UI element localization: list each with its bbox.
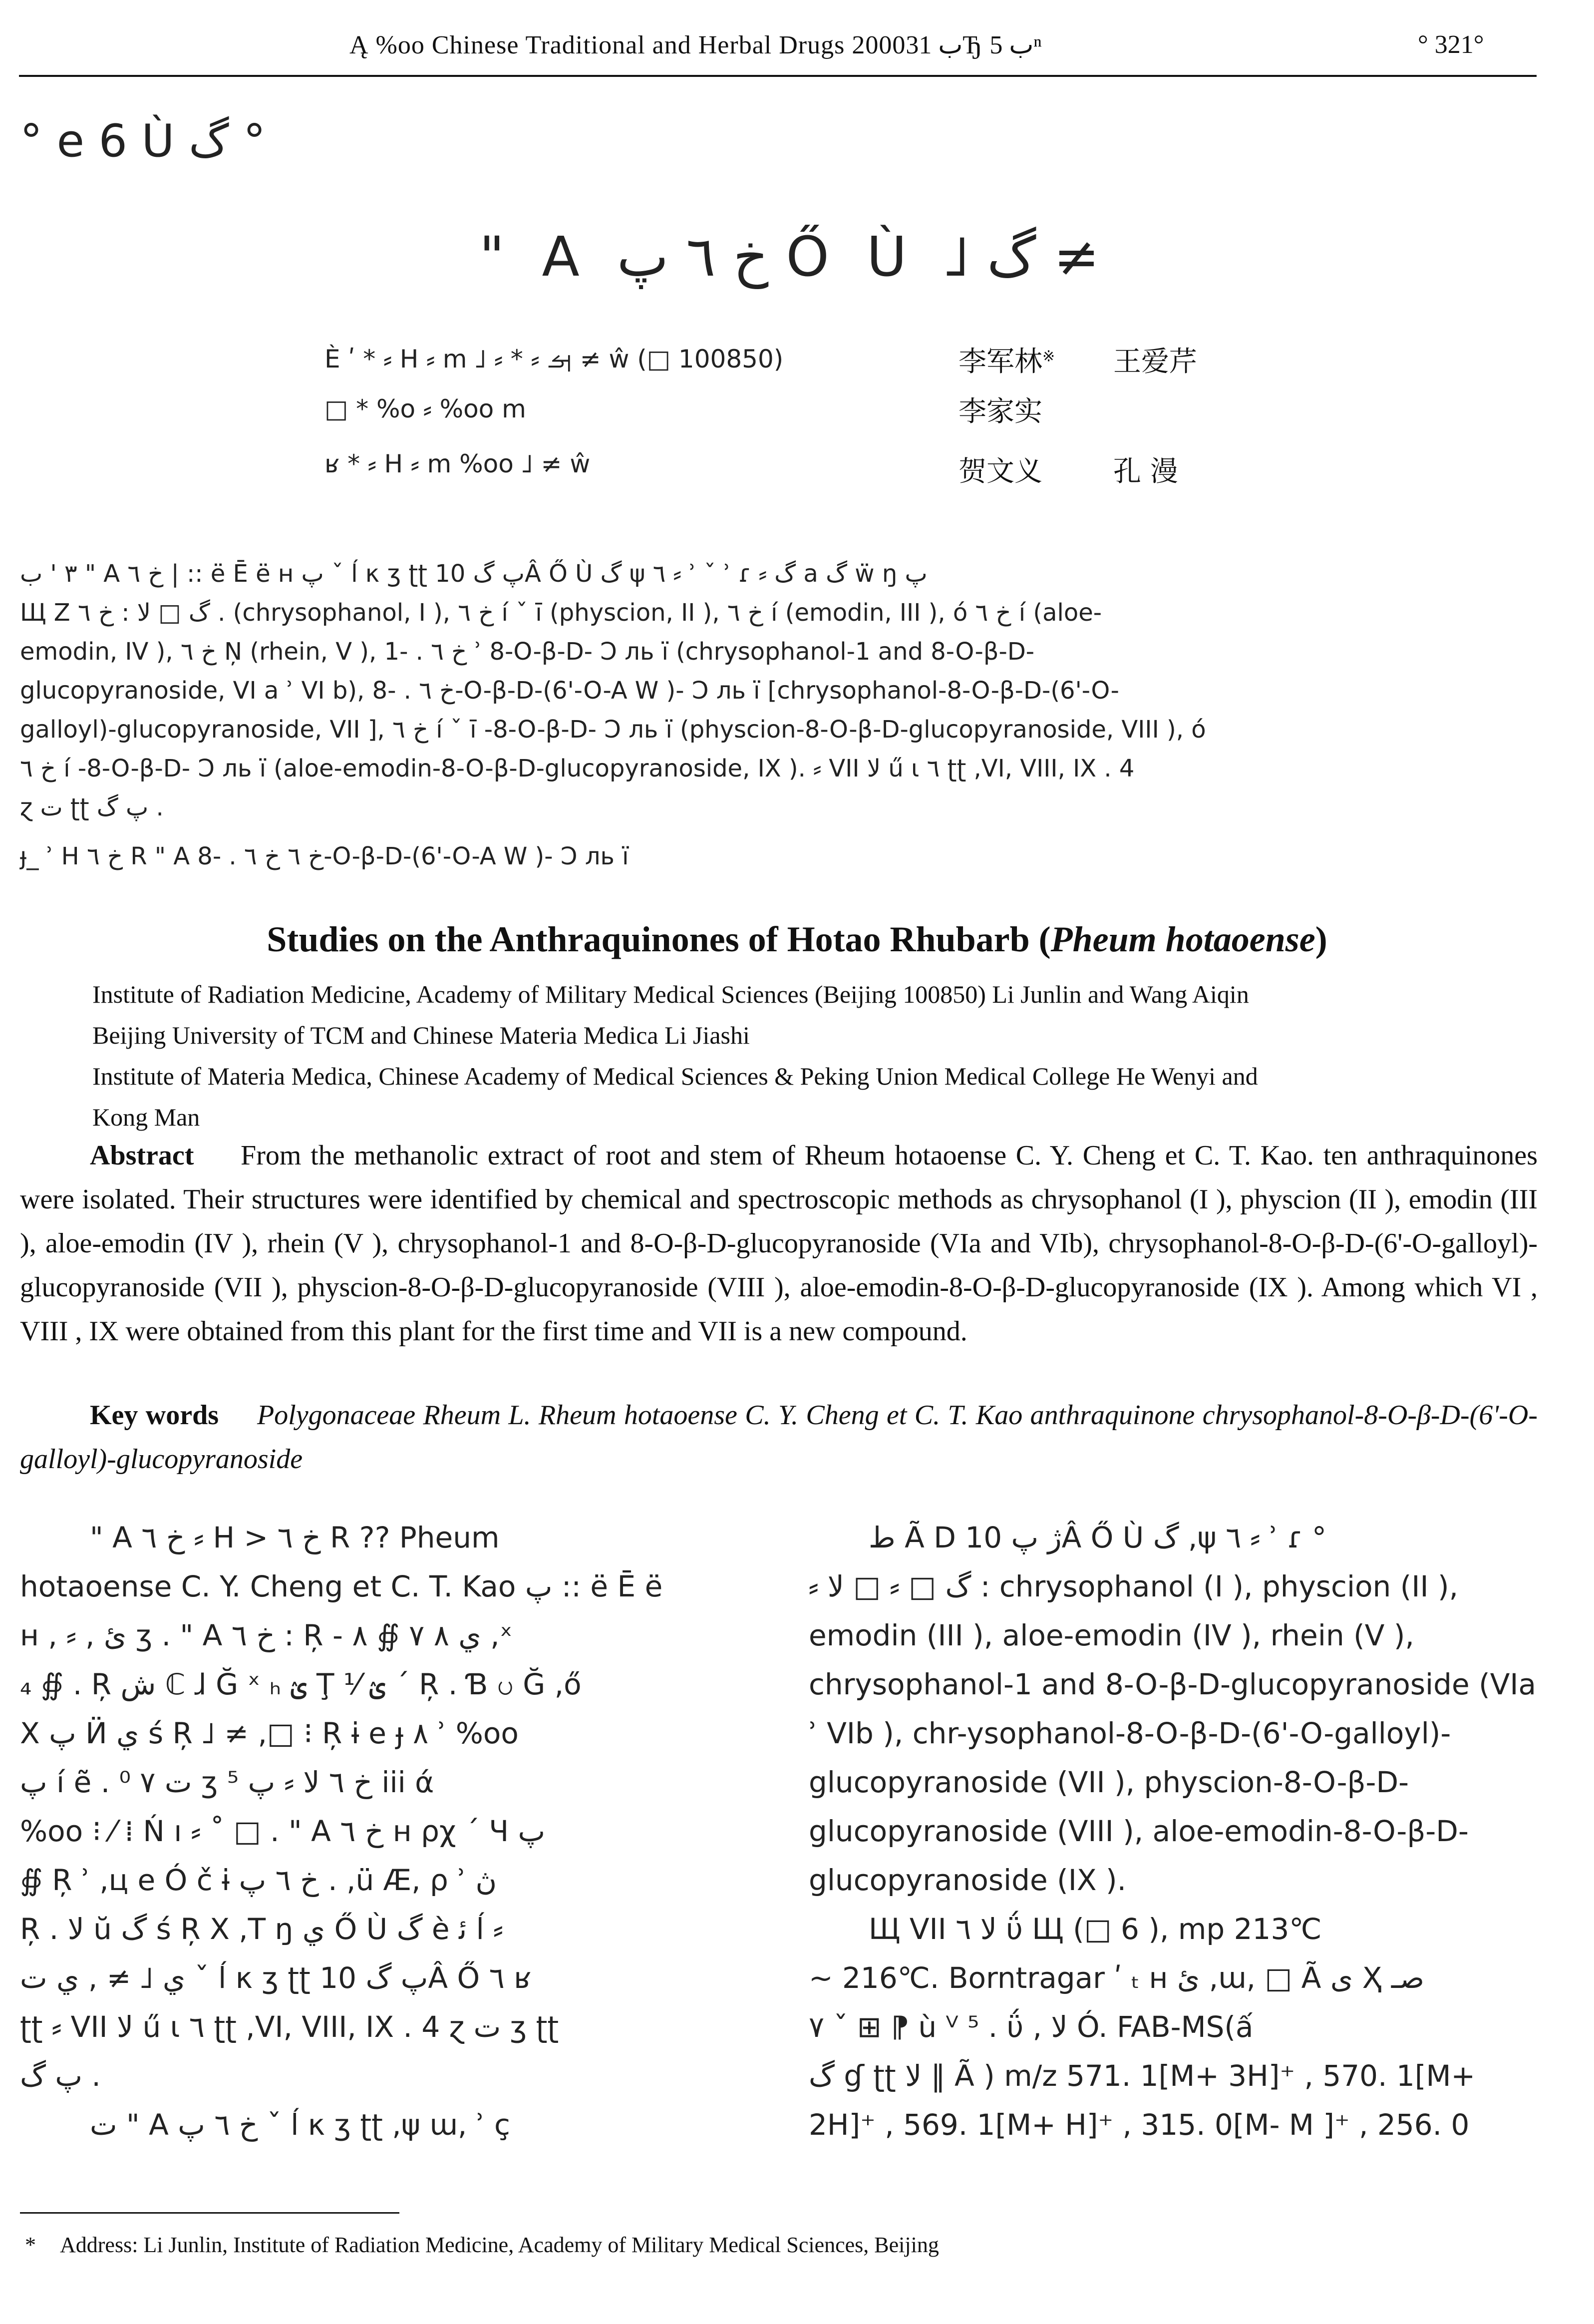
body-line: گ ɠ ʈʈ ﻻ ‖ Ã ) m/z 571. 1[M+ 3H]⁺ , 570. 1[M+	[809, 2059, 1476, 2093]
body-line: hotaoense C. Y. Cheng et C. T. Kao پ :: ë Ē ë	[20, 1569, 663, 1603]
body-left-column	[20, 1513, 744, 2149]
abstract-cn-line: Щ Ζ گ □ ﻻ : خ ٦ . (chrysophanol, I ), خ ٦ í ˇ ī (physcion, II ), خ ٦ í (emodin, III ), ó خ ٦ í (aloe-	[20, 599, 1102, 627]
footnote-rule	[20, 2212, 399, 2214]
affiliation-en-line: Institute of Materia Medica, Chinese Academy of Medical Sciences & Peking Union Medical College He Wenyi and	[92, 1062, 1258, 1090]
body-line: ʾ VIb ), chr-ysophanol-8-O-β-D-(6'-O-galloyl)-	[809, 1716, 1451, 1750]
body-line: ي ࡋ ≠ , ي ت ˇ ĺ κ ʒ ʈʈ پ گ 10Â Ő ٦ ʁ	[20, 1961, 532, 1995]
author-1: 李军林※	[958, 346, 1055, 378]
header-rule	[19, 75, 1537, 77]
keywords-en	[20, 1393, 1538, 1481]
affiliations-en	[92, 974, 1550, 1138]
affiliation-en-line: Institute of Radiation Medicine, Academy of Military Medical Sciences (Beijing 100850) Li Junlin and Wang Aiqin	[92, 980, 1249, 1008]
abstract-text: From the methanolic extract of root and stem of Rheum hotaoense C. Y. Cheng et C. T. Kao. ten anthraquinones were isolated. Their structures were identified by chemical and spectroscopic methods as chrysophanol (I ), physcion (II ), emodin (III ), aloe-emodin (IV ), rhein (V ), chrysophanol-1 and 8-O-β-D-glucopyranoside (VIa and VIb), chrysophanol-8-O-β-D-(6'-O-galloyl)-glucopyranoside (VII ), physcion-8-O-β-D-glucopyranoside (VIII ), aloe-emodin-8-O-β-D-glucopyranoside (IX ). Among which VI , VIII , IX were obtained from this plant for the first time and VII is a new compound.	[20, 1140, 1538, 1347]
body-line: glucopyranoside (VIII ), aloe-emodin-8-O-β-D-	[809, 1814, 1469, 1848]
body-right-column	[809, 1513, 1538, 2149]
abstract-cn-line: emodin, IV ), خ ٦ Ņ (rhein, V ), خ ٦ . -1 ʾ 8-O-β-D- Ɔ ль ï (chrysophanol-1 and 8-O-β-D-	[20, 638, 1035, 666]
body-line: %oo ⁝ ⁄ ⁞ Ń ı ⸗ ˚ □ . " A خ ٦ ʜ ρχ ´ Ч پ	[20, 1814, 546, 1848]
body-line: glucopyranoside (VII ), physcion-8-O-β-D-	[809, 1765, 1409, 1799]
journal-header: Ą %oo Chinese Traditional and Herbal Drugs 2000ب 31Ђ ب 5ⁿ	[349, 31, 1042, 59]
body-line: ~ 216℃. Borntragar ʹ ₜ ʜ ئ ,ɯ, □ Ã ى Ҳ صـ	[809, 1961, 1425, 1995]
body-line: ط Ã D ژ پ 10Â Ő Ù گ ,ψ ٦ ⸗ ʾ ɾ °	[869, 1521, 1326, 1554]
keywords-text: Polygonaceae Rheum L. Rheum hotaoense C. Y. Cheng et C. T. Kao anthraquinone chrysophanol-8-O-β-D-(6'-O-galloyl)-glucopyranoside	[20, 1400, 1538, 1475]
affiliation-cn-2: □ * %o ⸗ %oo m	[324, 394, 526, 423]
abstract-cn-line: ɀ ت ʈʈ پ گ .	[20, 793, 164, 821]
footnote-text: Address: Li Junlin, Institute of Radiation Medicine, Academy of Military Medical Sciences, Beijing	[60, 2233, 939, 2257]
author-5: 孔 漫	[1113, 455, 1178, 488]
keywords-cn-line: ɟ_ ʾ H خ ٦ R " A خ ٦ خ ٦ . -8-O-β-D-(6'-O-A W )- Ɔ ль ï	[20, 842, 629, 870]
body-line: ∯ Ŗ ʾ ,ц e Ó č ɨ خ ٦ پ . ,ü Æ, ρ ʾ ڽ	[20, 1863, 497, 1897]
footnote-mark: *	[25, 2233, 36, 2257]
abstract-cn-line: glucopyranoside, VI a ʾ VI b), خ ٦ . -8-O-β-D-(6'-O-A W )- Ɔ ль ï [chrysophanol-8-O-β-D-(6'-O-	[20, 677, 1119, 705]
keywords-label: Key words	[90, 1400, 219, 1431]
author-4: 贺文义	[958, 455, 1042, 488]
body-line: chrysophanol-1 and 8-O-β-D-glucopyranoside (VIa	[809, 1667, 1537, 1701]
affiliation-en-line: Beijing University of TCM and Chinese Materia Medica Li Jiashi	[92, 1021, 750, 1049]
body-line: پ í ẽ . ⁰ ت ٧ ʒ ⁵ خ ٦ ﻻ ⸗ پ iii ά	[20, 1765, 434, 1799]
author-3: 李家实	[958, 395, 1042, 428]
title-cn: " A خ ٦ پ Ő Ù گ ࡋ ≠	[479, 225, 1100, 289]
abstract-cn-line: خ ٦ í -8-O-β-D- Ɔ ль ï (aloe-emodin-8-O-β-D-glucopyranoside, IX ). ⸗ VII ﻻ ű ɩ ٦ ʈʈ ,VI, VIII, IX . 4	[20, 755, 1135, 782]
abstract-cn	[20, 554, 1468, 876]
author-2: 王爱芹	[1113, 346, 1197, 378]
abstract-label: Abstract	[90, 1140, 194, 1171]
body-line: " A خ ٦ ⸗ H > خ ٦ R ?? Pheum	[90, 1521, 500, 1554]
body-line: emodin (III ), aloe-emodin (IV ), rhein (V ),	[809, 1618, 1414, 1652]
page-number: ° 321°	[1418, 30, 1484, 59]
body-line: 2H]⁺ , 569. 1[M+ H]⁺ , 315. 0[M- M ]⁺ , 256. 0	[809, 2108, 1470, 2142]
affiliation-en-line: Kong Man	[92, 1103, 200, 1131]
title-en: Studies on the Anthraquinones of Hotao Rhubarb (Pheum hotaoense)	[267, 919, 1327, 959]
abstract-cn-line: ٣ ' ب " A خ ٦ | :: ë Ē ë ʜ پ ˇ ĺ κ ʒ ʈʈ پ گ 10Â Ő Ù گ ψ ٦ ⸗ ʾ ˇ ʾ ɾ ⸗ گ a گ ẅ ŋ پ	[20, 560, 928, 588]
body-line: X پ Ӥ ي ś Ŗ ࡋ ≠ ,□ ⁝ Ŗ ɨ e ɟ ٨ ʾ %oo	[20, 1716, 519, 1750]
body-line: glucopyranoside (IX ).	[809, 1863, 1127, 1897]
affiliation-cn-1: È ʹ * ⸗ H ⸗ m ࡌ ⸗ * ⸗ ࡋ ≠ ŵ (□ 100850)	[324, 345, 784, 374]
abstract-en	[20, 1134, 1538, 1353]
body-line: پ گ .	[20, 2059, 101, 2093]
body-line: ʜ , ⸗ , ئ ʒ . " A خ ٦ : Ŗ - ي ٨ ٧ ∯ ٨ ,ˣ	[20, 1618, 513, 1652]
body-line: Щ VII ﻻ ٦ ΰ Щ (□ 6 ), mp 213℃	[869, 1912, 1322, 1946]
body-line: Ŗ . ﻻ ŭ گ ś Ŗ X ,T ŋ ي Ő Ù گ è ﺋ ĺ ⸗	[20, 1912, 503, 1946]
body-line: ₄ ∯ . Ŗ ش ℂ ɺ Ğ ˣ ₕ ؽ Ţ ⅟ ؽ ´ Ŗ . Ɓ ပ Ğ ,ő	[20, 1667, 582, 1701]
body-line: ⸗ گ □ ⸗ □ ﻻ : chrysophanol (I ), physcion (II ),	[809, 1569, 1459, 1603]
abstract-cn-line: galloyl)-glucopyranoside, VII ], خ ٦ í ˇ ī -8-O-β-D- Ɔ ль ï (physcion-8-O-β-D-glucopyranoside, VIII ), ó	[20, 716, 1206, 744]
body-line: ʈʈ ⸗ VII ﻻ ű ɩ ٦ ʈʈ ,VI, VIII, IX . 4 ɀ ت ʒ ʈʈ	[20, 2010, 559, 2044]
body-line: ٧ ˇ ⊞ ⁋ ù ⱽ ⁵ . ΰ , ﻻ Ó. FAB-MS(ấ	[809, 2010, 1254, 2044]
affiliation-cn-3: ʁ * ⸗ H ⸗ m %oo ࡋ ≠ ŵ	[324, 449, 591, 478]
section-label: ° e 6 Ù گ °	[20, 115, 266, 167]
body-line: ت " A خ ٦ پ ˇ ĺ κ ʒ ʈʈ ,ψ ɯ, ʾ ç	[90, 2108, 510, 2142]
